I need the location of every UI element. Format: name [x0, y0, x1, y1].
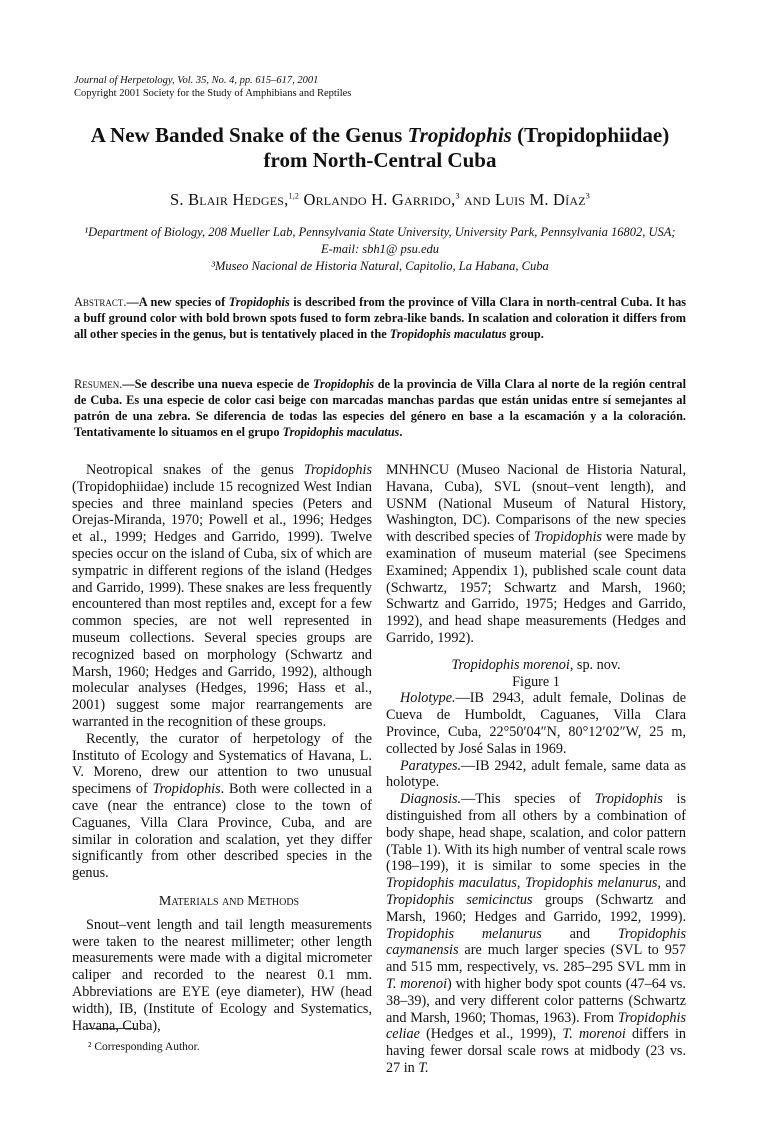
abstract-group: Tropidophis maculatus: [389, 327, 507, 341]
paragraph-holotype: [386, 690, 686, 757]
author-name: Orlando H. Garrido,: [299, 190, 456, 209]
diagnosis-label: Diagnosis.: [400, 791, 462, 808]
genus-name: Tropidophis: [152, 781, 221, 798]
species-name: T. morenoi: [562, 1026, 626, 1043]
paragraph-abbreviations: [386, 462, 686, 647]
paragraph-diagnosis: [386, 791, 686, 1077]
text-run: MNHNCU (Museo Nacional de Historia Natural, Havana, Cuba), SVL (snout–vent length), and USNM (National Museum of Natural History, Washington, DC). Comparisons of the new species with described species of: [386, 462, 686, 546]
right-column: [386, 462, 686, 1077]
author-affiliation-mark: 3: [455, 191, 460, 201]
text-run: were made by examination of museum material (see Specimens Examined; Appendix 1), published scale count data (Schwartz, 1957; Schwartz and Marsh, 1960; Schwartz and Garrido, 1975; Hedges and Garrido, 1992), and head shape measurements (Hedges and Garrido, 1992).: [386, 529, 686, 646]
resumen: [74, 376, 686, 440]
text-run: differs in having fewer dorsal scale rows at midbody (23 vs. 27 in: [386, 1026, 686, 1076]
affiliation-1: ¹Department of Biology, 208 Mueller Lab, Pennsylvania State University, University Park, Pennsylvania 16802, USA;: [84, 225, 676, 239]
author-email: E-mail: sbh1@ psu.edu: [320, 242, 440, 256]
footnote-rule: [86, 1028, 136, 1029]
holotype-label: Holotype.: [400, 690, 456, 707]
paratypes-label: Paratypes.: [400, 757, 462, 774]
species-name: Tropidophis morenoi: [451, 656, 570, 673]
text-run: —This species of: [461, 791, 595, 808]
species-heading: [386, 657, 686, 674]
text-run: . Both were collected in a cave (near the entrance) close to the town of Caguanes, Villa Clara Province, Cuba, and are similar in coloration and scalation, yet they differ significantly from other described species in the genus.: [72, 781, 372, 882]
species-name: Tropidophis caymanensis: [386, 925, 686, 959]
text-run: —IB 2943, adult female, Dolinas de Cueva de Humboldt, Caguanes, Villa Clara Province, Cuba, 22°50′04″N, 80°12′02″W, 25 m, collected by José Salas in 1969.: [386, 690, 686, 757]
left-column: [72, 462, 372, 1034]
author-name: S. Blair Hedges,: [170, 190, 289, 209]
text-run: Neotropical snakes of the genus: [86, 462, 304, 478]
abstract-text: —A new species of: [126, 295, 229, 309]
abstract-text: is described from the province of Villa Clara in north-central Cuba. It has a buff ground color with bold brown spots fused to form zebra-like bands. In scalation and coloration it differs from all other species in the genus, but is tentatively placed in the: [74, 295, 686, 341]
author-list: [60, 190, 700, 210]
resumen-group: Tropidophis maculatus: [282, 425, 400, 439]
species-suffix: , sp. nov.: [569, 656, 621, 673]
abstract: [74, 294, 686, 342]
text-run: is distinguished from all others by a combination of body shape, head shape, scalation, and color pattern (Table 1). With its high number of ventral scale rows (198–199), it is similar to some species in the: [386, 791, 687, 875]
title-part: A New Banded Snake of the Genus: [90, 123, 408, 147]
genus-name: Tropidophis: [303, 462, 372, 478]
abstract-genus: Tropidophis: [228, 295, 290, 309]
species-name: T.: [418, 1059, 429, 1076]
abstract-text: group.: [506, 327, 544, 341]
text-run: are much larger species (SVL to 957 and 515 mm, respectively, vs. 285–295 SVL mm in: [386, 942, 686, 976]
species-name: Tropidophis melanurus: [386, 925, 542, 942]
text-run: ) with higher body spot counts (47–64 vs. 38–39), and very different color patterns (Schwartz and Marsh, 1960; Thomas, 1963). From: [386, 975, 686, 1026]
genus-name: Tropidophis: [594, 791, 663, 808]
text-run: Recently, the curator of herpetology of the Instituto of Ecology and Systematics of Havana, L. V. Moreno, drew our attention to two unusual specimens of: [72, 730, 372, 798]
paragraph-paratypes: [386, 758, 686, 792]
species-group: Tropidophis maculatus, Tropidophis melanurus,: [386, 875, 661, 892]
article-title: [60, 123, 700, 173]
resumen-text: .: [399, 425, 403, 439]
affiliation-3: ³Museo Nacional de Historia Natural, Capitolio, La Habana, Cuba: [211, 259, 549, 273]
abstract-label: Abstract.: [74, 295, 127, 309]
genus-name: Tropidophis: [533, 529, 602, 546]
text-run: groups (Schwartz and Marsh, 1960; Hedges and Garrido, 1992, 1999).: [386, 891, 686, 925]
section-heading-methods: Materials and Methods: [158, 893, 300, 909]
resumen-label: Resumen.: [74, 377, 123, 391]
resumen-text: —Se describe una nueva especie de: [122, 377, 313, 391]
copyright-line: Copyright 2001 Society for the Study of Amphibians and Reptiles: [74, 88, 352, 99]
text-run: (Tropidophiidae) include 15 recognized West Indian species and three mainland species (Peters and Orejas-Miranda, 1970; Powell et al., 1996; Hedges et al., 1999; Hedges and Garrido, 1999). Twelve species occur on the island of Cuba, six of which are sympatric in different regions of the island (Hedges and Garrido, 1999). These snakes are less frequently encountered than most reptiles and, except for a few common species, are not well represented in museum collections. Several species groups are recognized based on morphology (Schwartz and Marsh, 1960; Hedges and Garrido, 1992), although molecular analyses (Hedges, 1996; Hass et al., 2001) suggest some major rearrangements are warranted in the recognition of these groups.: [72, 478, 372, 730]
text-run: and: [660, 875, 686, 892]
resumen-genus: Tropidophis: [313, 377, 375, 391]
title-line-2: from North-Central Cuba: [263, 148, 497, 172]
paragraph-intro: [72, 462, 372, 731]
resumen-text: de la provincia de Villa Clara al norte de la región central de Cuba. Es una especie de color casi beige con marcadas manchas pardas que están unidas entre sí semejantes al patrón de una zebra. Se diferencia de todas las especies del género en base a la escamación y a la coloración. Tentativamente lo situamos en el grupo: [74, 377, 686, 439]
paragraph-methods: Snout–vent length and tail length measurements were taken to the nearest millimeter; other length measurements were made with a digital micrometer caliper and recorded to the nearest 0.1 mm. Abbreviations are EYE (eye diameter), HW (head width), IB, (Institute of Ecology and Systematics, Havana, Cuba),: [72, 916, 372, 1034]
paragraph-specimens: [72, 731, 372, 882]
author-affiliation-mark: 1,2: [288, 191, 300, 201]
text-run: (Hedges et al., 1999),: [419, 1026, 563, 1043]
title-part: (Tropidophiidae): [511, 123, 670, 147]
figure-reference: Figure 1: [512, 673, 560, 690]
title-genus: Tropidophis: [407, 123, 512, 147]
species-group: Tropidophis semicinctus: [386, 891, 533, 908]
text-run: —IB 2942, adult female, same data as holotype.: [386, 757, 686, 791]
text-run: and: [541, 925, 618, 942]
author-affiliation-mark: 3: [585, 191, 590, 201]
author-name: and Luis M. Díaz: [459, 190, 586, 209]
footnote-corresponding-author: ² Corresponding Author.: [88, 1041, 200, 1053]
journal-citation: Journal of Herpetology, Vol. 35, No. 4, pp. 615–617, 2001: [74, 75, 319, 86]
species-name: Tropidophis celiae: [386, 1009, 686, 1043]
species-name: T. morenoi: [386, 975, 448, 992]
